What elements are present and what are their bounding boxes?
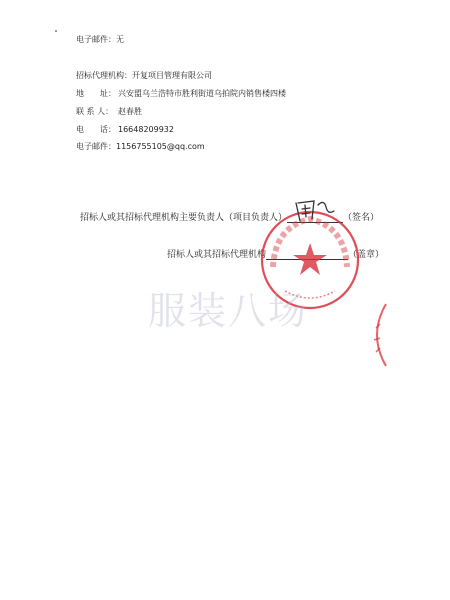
agency-phone-label: 电 话： (76, 125, 116, 134)
agency-phone-value: 16648209932 (118, 125, 174, 134)
top-email-line (76, 34, 124, 45)
agency-email-value: 1156755105@qq.com (116, 142, 205, 151)
sign-suffix: （签名） (343, 213, 380, 223)
agency-email-label: 电子邮件： (76, 142, 116, 151)
agency-name-label: 招标代理机构： (76, 71, 132, 80)
agency-contact-value: 赵春胜 (118, 107, 142, 116)
seal-suffix: （盖章） (348, 250, 385, 260)
edge-seal-icon (362, 300, 392, 370)
top-email-label: 电子邮件： (76, 35, 116, 44)
handwritten-signature-icon (290, 195, 340, 225)
scan-speck (55, 30, 57, 32)
agency-address-line (76, 88, 286, 99)
agency-address-label: 地 址： (76, 89, 116, 98)
agency-contact-line (76, 106, 142, 117)
agency-email-line (76, 141, 205, 152)
agency-phone-line (76, 124, 174, 135)
watermark-text: 服装八场 (148, 289, 309, 333)
top-email-value: 无 (116, 35, 124, 44)
agency-address-value: 兴安盟乌兰浩特市胜利街道乌拍院内销售楼四楼 (118, 89, 286, 98)
agency-name-value: 开复项目管理有限公司 (132, 71, 212, 80)
org-text: 招标人或其招标代理机构 (167, 250, 267, 260)
agency-name-line (76, 70, 212, 81)
agency-contact-label: 联 系 人： (76, 107, 114, 116)
responsible-text: 招标人或其招标代理机构主要负责人（项目负责人） (80, 213, 288, 223)
